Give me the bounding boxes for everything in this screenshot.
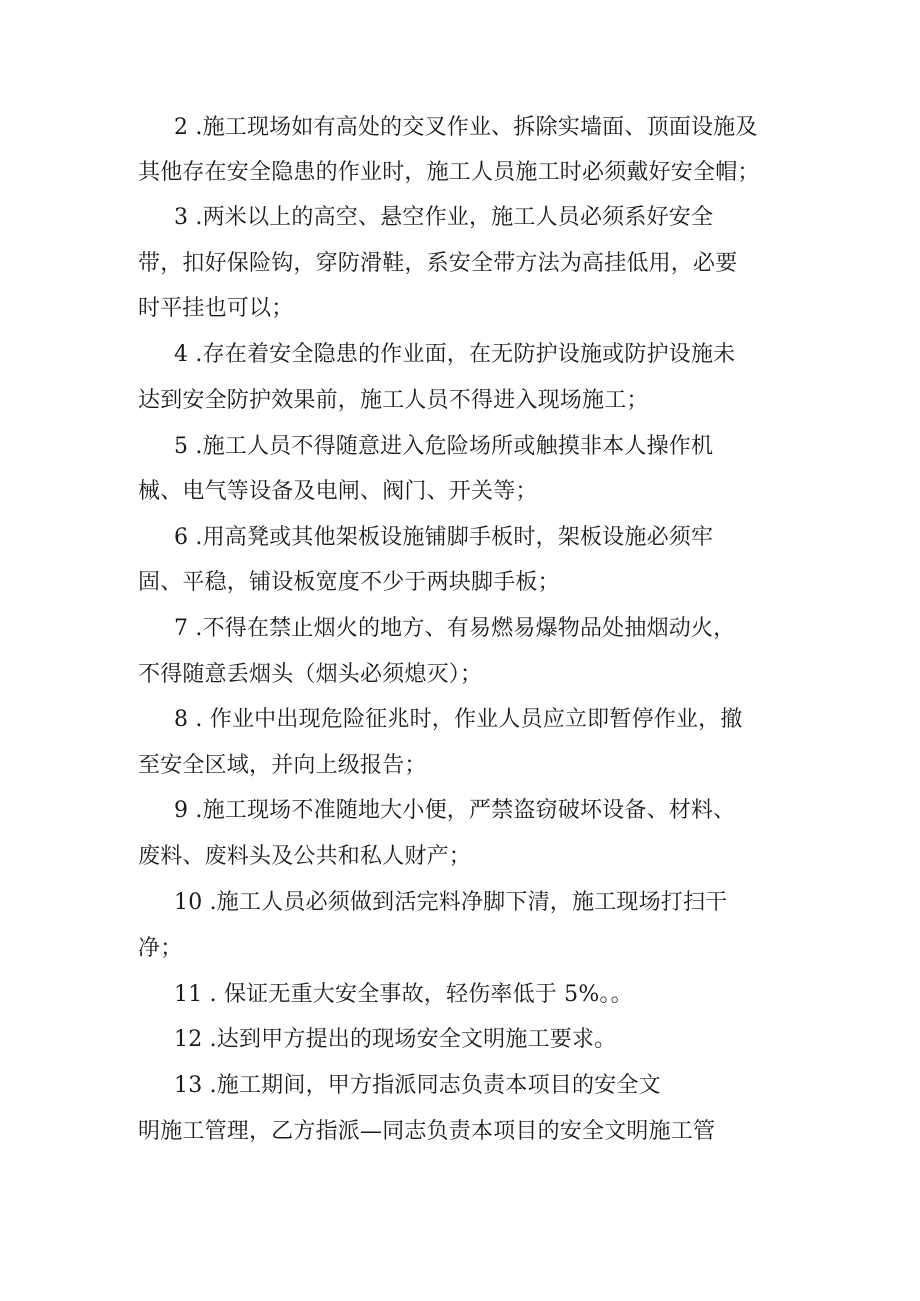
- paragraph-line: 9 .施工现场不准随地大小便，严禁盗窃破坏设备、材料、: [174, 798, 736, 823]
- paragraph-line: 5 .施工人员不得随意进入危险场所或触摸非本人操作机: [174, 434, 714, 459]
- paragraph-line: 其他存在安全隐患的作业时，施工人员施工时必须戴好安全帽；: [138, 160, 760, 185]
- paragraph-line: 6 .用高凳或其他架板设施铺脚手板时，架板设施必须牢: [174, 525, 714, 550]
- paragraph-line: 不得随意丢烟头（烟头必须熄灭）；: [138, 662, 483, 687]
- paragraph-line: 固、平稳，铺设板宽度不少于两块脚手板；: [138, 570, 560, 595]
- paragraph-line: 8 . 作业中出现危险征兆时，作业人员应立即暂停作业，撤: [174, 707, 743, 732]
- paragraph-line: 废料、废料头及公共和私人财产；: [138, 844, 472, 869]
- paragraph-line: 械、电气等设备及电闸、阀门、开关等；: [138, 479, 538, 504]
- paragraph-line: 带，扣好保险钩，穿防滑鞋，系安全带方法为高挂低用，必要: [138, 251, 738, 276]
- paragraph-line: 13 .施工期间，甲方指派同志负责本项目的安全文: [174, 1073, 661, 1098]
- paragraph-line: 达到安全防护效果前，施工人员不得进入现场施工；: [138, 388, 649, 413]
- paragraph-line: 2 .施工现场如有高处的交叉作业、拆除实墙面、顶面设施及: [174, 115, 758, 140]
- paragraph-line: 净；: [138, 936, 183, 961]
- paragraph-line: 时平挂也可以；: [138, 296, 294, 321]
- paragraph-line: 4 .存在着安全隐患的作业面，在无防护设施或防护设施未: [174, 342, 736, 367]
- paragraph-line: 明施工管理，乙方指派—同志负责本项目的安全文明施工管: [138, 1119, 716, 1144]
- paragraph-line: 3 .两米以上的高空、悬空作业，施工人员必须系好安全: [174, 205, 714, 230]
- paragraph-line: 12 .达到甲方提出的现场安全文明施工要求。: [174, 1027, 617, 1052]
- paragraph-line: 10 .施工人员必须做到活完料净脚下清，施工现场打扫干: [174, 890, 728, 915]
- paragraph-line: 11 . 保证无重大安全事故，轻伤率低于 5%。。: [174, 982, 633, 1007]
- paragraph-line: 7 .不得在禁止烟火的地方、有易燃易爆物品处抽烟动火，: [174, 616, 736, 641]
- paragraph-line: 至安全区域，并向上级报告；: [138, 753, 427, 778]
